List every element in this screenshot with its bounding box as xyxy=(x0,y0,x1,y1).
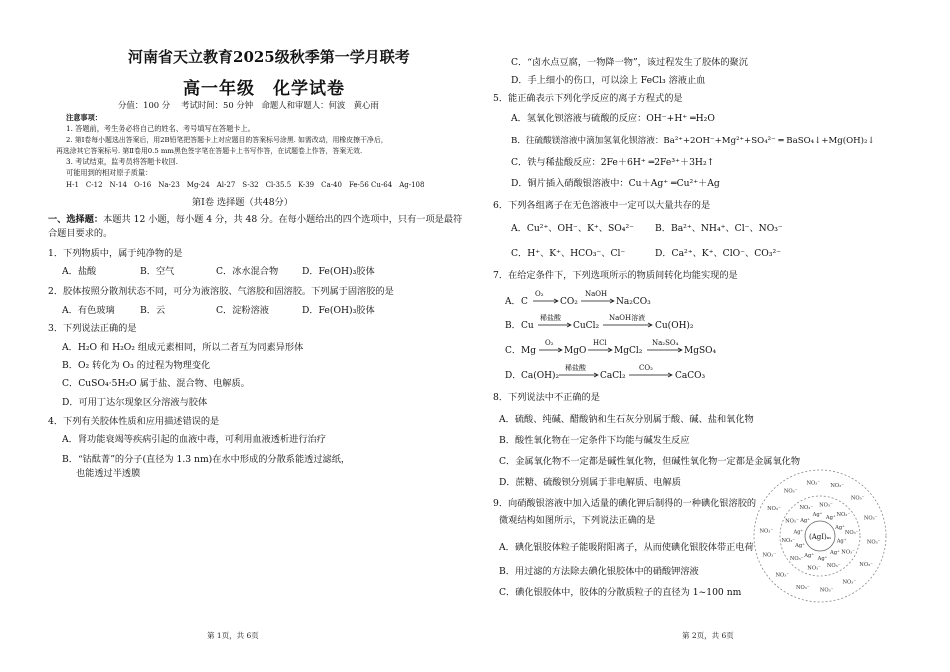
q5-option-b: B．往硫酸镁溶液中滴加氢氧化钡溶液：Ba²⁺+2OH⁻+Mg²⁺+SO₄²⁻ ═ BaSO₄↓+Mg(OH)₂↓ xyxy=(511,136,875,146)
q7-b-condition-1: 稀盐酸 xyxy=(540,314,561,322)
nitrate-ion-label: NO₃⁻ xyxy=(836,512,851,518)
exam-meta: 分值：100 分 考试时间：50 分钟 命题人和审题人：何波 黄心雨 xyxy=(118,100,379,110)
q7-c-condition-2: HCl xyxy=(593,339,607,347)
q8-option-a: A．硫酸、纯碱、醋酸钠和生石灰分别属于酸、碱、盐和氧化物 xyxy=(499,414,754,425)
ag-ion-label: Ag⁺ xyxy=(825,514,836,521)
ag-ion-label: Ag⁺ xyxy=(793,529,804,536)
ag-ion-label: Ag⁺ xyxy=(795,543,805,550)
q7-b-substance-3: Cu(OH)₂ xyxy=(655,321,694,331)
q5-option-a: A．氢氧化钡溶液与硫酸的反应：OH⁻+H⁺ ═H₂O xyxy=(511,113,715,124)
section-intro-line2: 合题目要求的。 xyxy=(48,228,113,239)
nitrate-ion-label: NO₃⁻ xyxy=(819,502,833,509)
ag-ion-label: Ag⁺ xyxy=(800,517,811,524)
q4-option-b-line2: 也能透过半透膜 xyxy=(76,468,141,479)
diffuse-nitrate-ion-label: NO₃⁻ xyxy=(783,488,798,495)
diffuse-nitrate-ion-label: NO₃⁻ xyxy=(767,505,781,512)
q4-option-c: C．“卤水点豆腐，一物降一物”，该过程发生了胶体的聚沉 xyxy=(511,57,748,68)
q2-option-b: B．云 xyxy=(140,305,166,316)
q1-stem: 1．下列物质中，属于纯净物的是 xyxy=(48,248,183,259)
q7-c-substance-4: MgSO₄ xyxy=(684,346,717,356)
ag-ion-label: Ag⁺ xyxy=(804,553,815,560)
q7-a-condition-1: O₂ xyxy=(535,290,544,298)
q8-option-c: C．金属氧化物不一定都是碱性氧化物，但碱性氧化物一定都是金属氧化物 xyxy=(499,456,801,467)
section-intro xyxy=(48,214,462,226)
q7-b-label: B． xyxy=(505,321,521,331)
q9-option-b: B．用过滤的方法除去碘化银胶体中的硝酸钾溶液 xyxy=(499,566,699,577)
q1-option-c: C．冰水混合物 xyxy=(216,266,279,277)
exam-title: 高一年级 化学试卷 xyxy=(183,79,345,99)
atomic-mass-title: 可能用到的相对原子质量： xyxy=(66,168,153,177)
agi-colloid-diagram xyxy=(750,466,890,606)
q1-option-d: D．Fe(OH)₃胶体 xyxy=(302,266,375,277)
diffuse-nitrate-ion-label: NO₃⁻ xyxy=(795,585,810,592)
diffuse-nitrate-ion-label: NO₃⁻ xyxy=(859,562,873,569)
q7-a-substance-2: CO₂ xyxy=(560,297,578,307)
q9-option-a: A．碘化银胶体粒子能吸附阳离子，从而使碘化银胶体带正电荷 xyxy=(499,542,754,553)
q5-option-d: D．铜片插入硝酸银溶液中：Cu＋Ag⁺ ═Cu²⁺＋Ag xyxy=(511,178,720,189)
school-title: 河南省天立教育2025级秋季第一学月联考 xyxy=(128,48,410,66)
notice-item-1: 1. 答题前，考生务必将自己的姓名、考号填写在答题卡上。 xyxy=(66,124,255,133)
page-footer-right: 第 2页，共 6页 xyxy=(682,631,734,640)
diffuse-nitrate-ion-label: NO₃⁻ xyxy=(850,495,865,502)
page-footer-left: 第 1页，共 6页 xyxy=(207,631,259,640)
nitrate-ion-label: NO₃⁻ xyxy=(799,505,814,512)
notice-title: 注意事项： xyxy=(66,113,102,122)
q7-c-substance-1: Mg xyxy=(521,346,536,356)
q3-option-c: C．CuSO₄·5H₂O 属于盐、混合物、电解质。 xyxy=(62,378,250,389)
q7-c-condition-3: Na₂SO₄ xyxy=(652,339,679,347)
q3-option-b: B．O₂ 转化为 O₃ 的过程为物理变化 xyxy=(62,360,211,371)
q3-option-d: D．可用丁达尔现象区分溶液与胶体 xyxy=(62,397,208,408)
q7-a-substance-3: Na₂CO₃ xyxy=(616,297,651,307)
q6-stem: 6．下列各组离子在无色溶液中一定可以大量共存的是 xyxy=(493,200,711,211)
q7-a-condition-2: NaOH xyxy=(585,290,608,298)
q7-conversion-chains xyxy=(505,286,765,386)
diffuse-nitrate-ion-label: NO₃⁻ xyxy=(866,539,881,546)
q7-b-substance-1: Cu xyxy=(521,321,534,331)
nitrate-ion-label: NO₃⁻ xyxy=(826,562,841,569)
q7-a-substance-1: C xyxy=(521,297,528,307)
ag-ion-label: Ag⁺ xyxy=(817,555,828,562)
q9-option-c: C．碘化银胶体中，胶体的分散质粒子的直径为 1~100 nm xyxy=(499,587,742,598)
q1-option-b: B．空气 xyxy=(140,266,175,277)
diffuse-nitrate-ion-label: NO₃⁻ xyxy=(762,552,777,559)
atomic-mass-list: H-1 C-12 N-14 O-16 Na-23 Mg-24 Al-27 S-32 Cl-35.5 K-39 Ca-40 Fe-56 Cu-64 Ag-108 xyxy=(66,181,425,189)
q7-c-condition-1: O₂ xyxy=(545,339,554,347)
nitrate-ion-label: NO₃⁻ xyxy=(844,529,859,536)
q7-d-condition-1: 稀盐酸 xyxy=(565,364,586,372)
q2-option-c: C．淀粉溶液 xyxy=(216,305,269,316)
q9-stem-line2: 微观结构如图所示，下列说法正确的是 xyxy=(499,515,656,526)
q6-option-d: D．Ca²⁺、K⁺、ClO⁻、CO₃²⁻ xyxy=(655,248,781,259)
q5-stem: 5．能正确表示下列化学反应的离子方程式的是 xyxy=(493,93,683,104)
q7-c-substance-2: MgO xyxy=(564,346,587,356)
q8-stem: 8．下列说法中不正确的是 xyxy=(493,392,600,403)
q6-option-c: C．H⁺、K⁺、HCO₃⁻、Cl⁻ xyxy=(511,248,626,259)
nitrate-ion-label: NO₃⁻ xyxy=(781,538,796,545)
nitrate-ion-label: NO₃⁻ xyxy=(789,556,804,562)
q6-option-a: A．Cu²⁺、OH⁻、K⁺、SO₄²⁻ xyxy=(511,223,635,234)
q2-option-d: D．Fe(OH)₃胶体 xyxy=(302,305,375,316)
ag-ion-label: Ag⁺ xyxy=(812,512,823,519)
diffuse-nitrate-ion-label: NO₃⁻ xyxy=(759,528,774,535)
q9-stem-line1: 9．向硝酸银溶液中加入适量的碘化钾后制得的一种碘化银溶胶的 xyxy=(493,498,757,509)
nitrate-ion-label: NO₃⁻ xyxy=(841,549,855,556)
q4-option-d: D．手上细小的伤口，可以涂上 FeCl₃ 溶液止血 xyxy=(511,75,706,86)
agi-core-label: (AgI)ₘ xyxy=(808,533,832,541)
ag-ion-label: Ag⁺ xyxy=(835,524,845,531)
q8-option-b: B．酸性氧化物在一定条件下均能与碱发生反应 xyxy=(499,435,690,446)
diffuse-nitrate-ion-label: NO₃⁻ xyxy=(842,579,857,586)
q7-stem: 7．在给定条件下，下列选项所示的物质间转化均能实现的是 xyxy=(493,270,738,281)
section-intro-text-a: 本题共 12 小题，每小题 4 分，共 48 分。在每小题给出的四个选项中，只有一项是最符 xyxy=(103,214,463,225)
ag-ion-label: Ag⁺ xyxy=(836,538,847,545)
nitrate-ion-label: NO₃⁻ xyxy=(785,518,799,525)
diffuse-nitrate-ion-label: NO₃⁻ xyxy=(819,587,834,594)
q7-b-substance-2: CuCl₂ xyxy=(573,321,600,331)
section-intro-label: 一、选择题： xyxy=(48,214,104,225)
q7-b-condition-2: NaOH溶液 xyxy=(609,314,646,322)
q2-option-a: A．有色玻璃 xyxy=(62,305,115,316)
notice-item-2b: 再选涂其它答案标号. 第Ⅱ卷用0.5 mm黑色签字笔在答题卡上书写作答，在试题卷上作答，答案无效. xyxy=(56,147,363,155)
notice-item-3: 3. 考试结束，监考员将答题卡收回. xyxy=(66,157,179,166)
diffuse-nitrate-ion-label: NO₃⁻ xyxy=(863,515,878,522)
q4-option-a: A．肾功能衰竭等疾病引起的血液中毒，可利用血液透析进行治疗 xyxy=(62,434,326,445)
q7-a-label: A． xyxy=(505,297,521,307)
q5-option-c: C．铁与稀盐酸反应：2Fe＋6H⁺ ═2Fe³⁺＋3H₂↑ xyxy=(511,157,715,168)
q2-stem: 2．胶体按照分散剂状态不同，可分为液溶胶、气溶胶和固溶胶。下列属于固溶胶的是 xyxy=(48,286,394,297)
q7-d-substance-3: CaCO₃ xyxy=(675,371,706,381)
q8-option-d: D．蔗糖、硫酸钡分别属于非电解质、电解质 xyxy=(499,477,681,488)
right-page xyxy=(475,0,950,672)
q7-d-substance-1: Ca(OH)₂ xyxy=(521,371,560,381)
q4-stem: 4．下列有关胶体性质和应用描述错误的是 xyxy=(48,416,220,427)
q3-stem: 3．下列说法正确的是 xyxy=(48,323,137,334)
section-title: 第Ⅰ卷 选择题（共48分） xyxy=(192,197,293,208)
diffuse-nitrate-ion-label: NO₃⁻ xyxy=(806,480,821,487)
ag-ion-label: Ag⁺ xyxy=(829,550,840,557)
q3-option-a: A．H₂O 和 H₂O₂ 组成元素相同，所以二者互为同素异形体 xyxy=(62,342,304,353)
diffuse-nitrate-ion-label: NO₃⁻ xyxy=(830,482,845,489)
notice-item-2a: 2. 第Ⅰ卷每小题选出答案后，用2B铅笔把答题卡上对应题目的答案标号涂黑. 如需改动，用橡皮擦干净后， xyxy=(66,136,388,144)
q7-d-label: D． xyxy=(505,371,522,381)
q7-d-substance-2: CaCl₂ xyxy=(600,371,626,381)
q1-option-a: A．盐酸 xyxy=(62,266,97,277)
nitrate-ion-label: NO₃⁻ xyxy=(807,565,821,572)
q7-c-substance-3: MgCl₂ xyxy=(614,346,643,356)
q4-option-b-line1: B．“钴酞菁”的分子(直径为 1.3 nm)在水中形成的分散系能透过滤纸， xyxy=(62,454,351,465)
q6-option-b: B．Ba²⁺、NH₄⁺、Cl⁻、NO₃⁻ xyxy=(655,223,783,234)
diffuse-nitrate-ion-label: NO₃⁻ xyxy=(775,572,790,579)
q7-c-label: C． xyxy=(505,346,521,356)
q7-d-condition-2: CO₂ xyxy=(639,364,653,372)
